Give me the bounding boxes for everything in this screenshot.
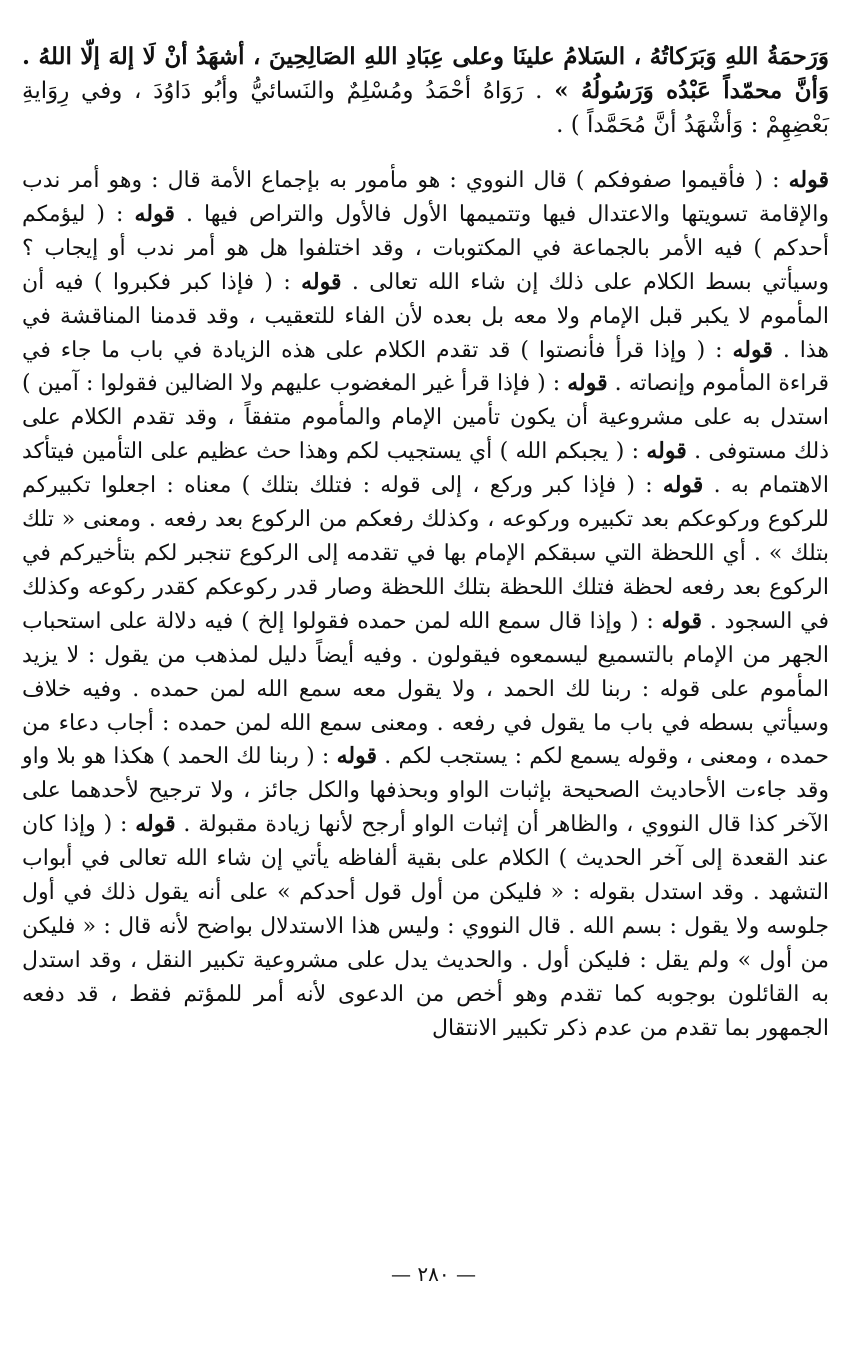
page-number: — ٢٨٠ — bbox=[391, 1262, 476, 1286]
hadith-text bbox=[22, 40, 829, 142]
section-separator bbox=[22, 142, 829, 164]
commentary-label: قوله bbox=[788, 167, 829, 193]
commentary-segment: : ( فأقيموا صفوفكم ) قال النووي : هو مأمور به بإجماع الأمة قال : وهو أمر ندب والإقامة تسويتها والاعتدال فيها وتتميمها الأول فالأول والتراص فيها . bbox=[22, 168, 829, 227]
commentary-segment: : ( ربنا لك الحمد ) هكذا هو بلا واو وقد جاءت الأحاديث الصحيحة بإثبات الواو وبحذفها والكل جائز ، ولا ترجيح لأحدهما على الآخر كذا قال النووي ، والظاهر أن إثبات الواو أرجح لأنها زيادة مقبولة . bbox=[22, 744, 830, 838]
commentary-label: قوله bbox=[336, 743, 377, 770]
commentary-segment: : ( ليؤمكم أحدكم ) فيه الأمر بالجماعة في المكتوبات ، وقد اختلفوا هل هو أمر ندب أو إيجاب ؟ وسيأتي بسط الكلام على ذلك إن شاء الله تعالى . bbox=[22, 201, 829, 295]
commentary-segment: : ( وإذا قال سمع الله لمن حمده فقولوا إلخ ) فيه دلالة على استحباب الجهر من الإمام بالتسميع ليسمعوه فيقولون . وفيه أيضاً دليل لمذهب من يقول : لا يزيد المأموم على قوله : ربنا لك الحمد ، ولا يقول معه سمع الله لمن حمده . وفيه خلاف وسيأتي بسطه في باب ما يقول في رفعه . ومعنى سمع الله لمن حمده : أجاب دعاء من حمده ، ومعنى ، وقوله يسمع لكم : يستجب لكم . bbox=[22, 608, 829, 770]
commentary-segment: : ( فإذا كبر فكبروا ) فيه أن المأموم لا يكبر قبل الإمام ولا معه بل بعده لأن الفاء للتعقيب ، وقد قدمنا المناقشة في هذا . bbox=[22, 269, 829, 363]
commentary-label: قوله bbox=[301, 268, 342, 295]
commentary-segment: : ( فإذا كبر وركع ، إلى قوله : فتلك بتلك ) معناه : اجعلوا تكبيركم للركوع وركوعكم بعد تكبيره وركوعه ، وكذلك رفعكم من الركوع بعد رفعه . ومعنى « تلك بتلك » . أي اللحظة التي سبقكم الإمام بها في تقدمه إلى الركوع تنجبر لكم بتأخيركم في الركوع بعد رفعه لحظة فتلك اللحظة بتلك اللحظة وصار قدر ركوعكم كقدر ركوعه وكذلك في السجود . bbox=[22, 473, 830, 634]
hadith-bold-part: وَرَحمَةُ اللهِ وَبَرَكاتُهُ ، السَلامُ علينَا وعلى عِبَادِ اللهِ الصَالِحِينَ ، أشهَدُ أنْ لَا إلهَ إلّا اللهُ . وَأنَّ محمّداً عَبْدُه وَرَسُولُهُ » bbox=[22, 43, 829, 104]
commentary-segment: : ( فإذا قرأ غير المغضوب عليهم ولا الضالين فقولوا : آمين ) استدل به على مشروعية أن يكون تأمين الإمام والمأموم متفقاً ، وقد تقدم الكلام على ذلك مستوفى . bbox=[22, 371, 830, 465]
commentary-label: قوله bbox=[662, 472, 704, 499]
commentary-label: قوله bbox=[646, 438, 687, 465]
commentary-label: قوله bbox=[567, 370, 608, 397]
commentary-segment: : ( يجبكم الله ) أي يستجيب لكم وهذا حث عظيم على التأمين فيتأكد الاهتمام به . bbox=[22, 439, 829, 499]
commentary-label: قوله bbox=[134, 200, 175, 227]
commentary-text bbox=[22, 164, 829, 1046]
hadith-narration: . رَوَاهُ أحْمَدُ ومُسْلِمٌ والنَسائيُّ وأبُو دَاوُدَ ، وفي رِوَايةِ بَعْضِهِمْ : وَأشْهَدُ أنَّ مُحَمَّداً ) . bbox=[22, 78, 829, 138]
commentary-label: قوله bbox=[732, 336, 773, 363]
commentary-label: قوله bbox=[661, 607, 703, 634]
commentary-label: قوله bbox=[135, 811, 176, 838]
commentary-segment: : ( وإذا قرأ فأنصتوا ) قد تقدم الكلام على هذه الزيادة في باب ما جاء في قراءة المأموم وإنصاته . bbox=[22, 337, 829, 397]
commentary-segment: : ( وإذا كان عند القعدة إلى آخر الحديث ) الكلام على بقية ألفاظه يأتي إن شاء الله تعالى في أبواب التشهد . وقد استدل بقوله : « فليكن من أول قول أحدكم » على أنه يقول ذلك في أول جلوسه ولا يقول : بسم الله . قال النووي : وليس هذا الاستدلال بواضح لأنه قال : « فليكن من أول » ولم يقل : فليكن أول . والحديث يدل على مشروعية تكبير النقل ، وقد استدل به القائلون بوجوبه كما تقدم وهو أخص من الدعوى لأنه أمر للمؤتم فقط ، قد دفعه الجمهور بما تقدم من عدم ذكر تكبير الانتقال bbox=[22, 812, 829, 1041]
